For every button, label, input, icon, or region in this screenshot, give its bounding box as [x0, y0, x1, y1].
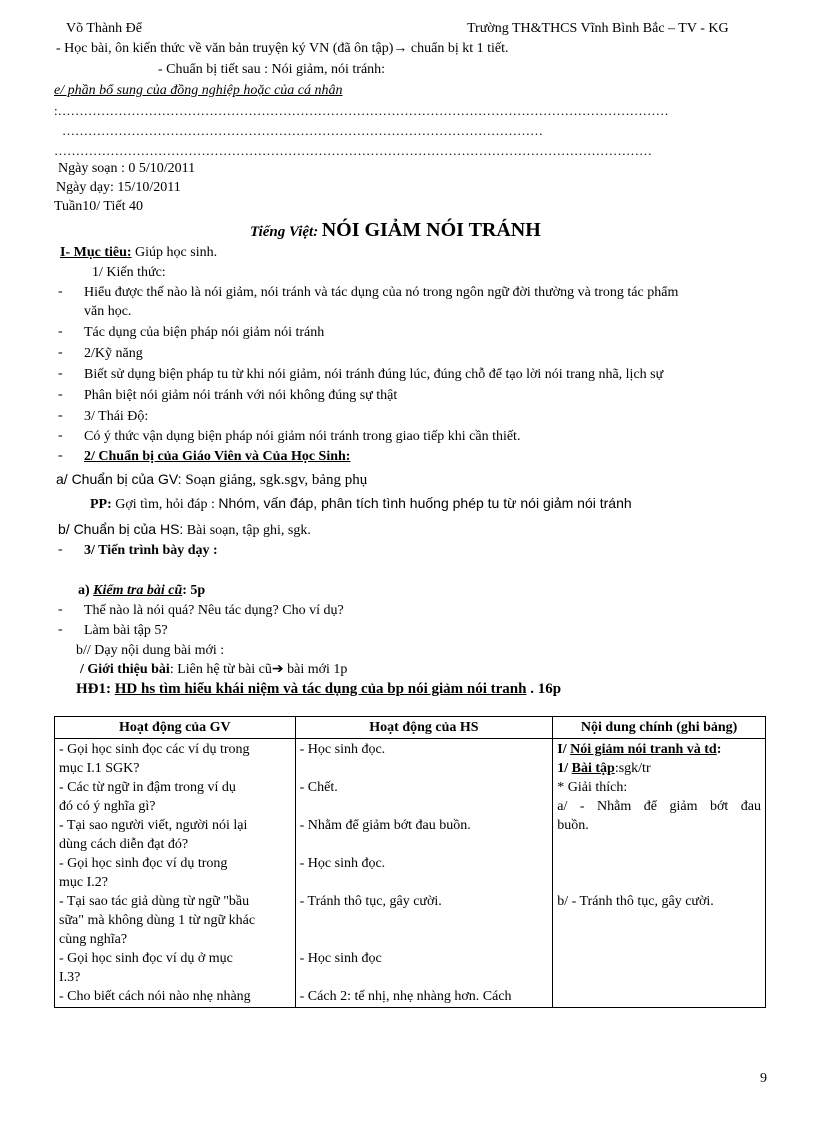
gv-column [55, 739, 296, 1008]
bullet-dash: - [58, 428, 63, 443]
lesson-title [250, 217, 541, 246]
nd-bt-rest: :sgk/tr [614, 761, 651, 776]
gv-line: - Tại sao người viết, người nói lại [59, 818, 248, 833]
check-question-1: Thế nào là nói quá? Nêu tác dụng? Cho ví dụ? [84, 603, 344, 618]
hd1-line [76, 680, 561, 698]
bullet-dash: - [58, 408, 63, 423]
prep-pp-text1: Gợi tìm, hỏi đáp : [111, 497, 219, 512]
objectives-rest: Giúp học sinh. [131, 245, 218, 260]
intro-end: bài mới 1p [283, 662, 348, 677]
hs-column [295, 739, 553, 1008]
gv-line: dùng cách diễn đạt đó? [59, 837, 189, 852]
check-rest: : 5p [182, 583, 206, 598]
bullet-dash: - [58, 622, 63, 637]
prep-pp-text2: Nhóm, vấn đáp, phân tích tình huống phép tu từ nói giảm nói tránh [218, 495, 632, 511]
dotted-line-1: :…………………………………………………………………………………………………………………………… [54, 103, 669, 118]
check-label: Kiểm tra bài cũ [93, 583, 183, 598]
hs-line: - Tránh thô tục, gây cười. [299, 894, 442, 909]
prep-pp [90, 494, 632, 514]
prep-pp-label: PP: [90, 497, 112, 512]
hd1-end: . 16p [526, 681, 562, 697]
objective-item-6: 3/ Thái Độ: [84, 409, 149, 424]
gv-line: mục I.1 SGK? [59, 761, 140, 776]
nd-column [553, 739, 766, 1008]
check-prefix: a) [78, 583, 94, 598]
gv-line: - Các từ ngữ in đậm trong ví dụ [59, 780, 236, 795]
gv-line: sữa" mà không dùng 1 từ ngữ khác [59, 913, 256, 928]
gv-line: cùng nghĩa? [59, 932, 128, 947]
prep-gv [56, 470, 367, 489]
gv-line: I.3? [59, 970, 81, 985]
nd-a1: a/ - Nhằm để giảm bớt đau [557, 799, 761, 814]
intro-line [80, 661, 347, 679]
prep-hs-text: Bài soạn, tập ghi, sgk. [183, 523, 311, 538]
objectives-label: I- Mục tiêu: [60, 245, 132, 260]
prep-gv-label: a/ Chuẩn bị của GV: [56, 471, 182, 487]
bullet-dash: - [58, 366, 63, 381]
hs-line: - Học sinh đọc. [299, 742, 386, 757]
objective-item-1b: văn học. [84, 304, 132, 319]
nd-title-prefix: I/ [557, 742, 571, 757]
gv-line: - Gọi học sinh đọc các ví dụ trong [59, 742, 250, 757]
gv-line: đó có ý nghĩa gì? [59, 799, 156, 814]
prev-line-1: - Học bài, ôn kiến thức về văn bản truyện ký VN (đã ôn tập)→ chuẩn bị kt 1 tiết. [56, 41, 509, 56]
header-hs: Hoạt động của HS [295, 717, 553, 739]
bullet-dash: - [58, 284, 63, 299]
tuan-tiet: Tuần10/ Tiết 40 [54, 199, 143, 214]
new-lesson: b// Dạy nội dung bài mới : [76, 643, 225, 658]
objectives-heading [60, 244, 217, 262]
header-nd: Nội dung chính (ghi bảng) [553, 717, 766, 739]
gv-line: - Cho biết cách nói nào nhẹ nhàng [59, 989, 251, 1004]
dotted-line-2: ………………………………………………………………………………………………… [62, 123, 543, 138]
bullet-dash: - [58, 448, 63, 463]
prep-gv-text: Soạn giảng, sgk.sgv, bảng phụ [181, 472, 368, 488]
hs-line: - Học sinh đọc. [299, 856, 386, 871]
header-gv: Hoạt động của GV [55, 717, 296, 739]
table-header-row [55, 717, 766, 739]
author-name: Võ Thành Để [66, 21, 142, 36]
ngay-day: Ngày dạy: 15/10/2011 [56, 180, 181, 195]
bullet-dash: - [58, 345, 63, 360]
gv-line: - Gọi học sinh đọc ví dụ ở mục [59, 951, 233, 966]
nd-title-text: Nói giảm nói tranh và td [570, 742, 717, 757]
hs-line: - Chết. [299, 780, 338, 795]
page-number: 9 [760, 1071, 767, 1086]
bullet-dash: - [58, 387, 63, 402]
nd-b: b/ - Tránh thô tục, gây cười. [557, 894, 714, 909]
objective-item-5: Phân biệt nói giảm nói tránh với nói không đúng sự thật [84, 388, 398, 403]
objective-item-7: Có ý thức vận dụng biện pháp nói giảm nói tránh trong giao tiếp khi cần thiết. [84, 429, 521, 444]
nd-title-end: : [716, 742, 722, 757]
objective-item-4: Biết sử dụng biện pháp tu từ khi nói giảm, nói tránh đúng lúc, đúng chỗ để tạo lời nói trang nhã, lịch sự [84, 367, 664, 382]
bullet-dash: - [58, 542, 63, 557]
prep-hs-label: b/ Chuẩn bị của HS: [58, 521, 184, 537]
gv-line: mục I.2? [59, 875, 108, 890]
supplement-heading: e/ phần bổ sung của đồng nghiệp hoặc của cá nhân [54, 83, 343, 98]
nd-bt-prefix: 1/ [557, 761, 572, 776]
table-row [55, 739, 766, 1008]
nd-baitap [557, 759, 761, 778]
process-heading: 3/ Tiến trình bày dạy : [84, 543, 218, 558]
intro-label: / Giới thiệu bài [80, 662, 170, 677]
hs-line: - Nhằm để giảm bớt đau buồn. [299, 818, 471, 833]
dotted-line-3: ………………………………………………………………………………………………………………………… [54, 143, 652, 158]
check-question-2: Làm bài tập 5? [84, 623, 168, 638]
objective-item-3: 2/Kỹ năng [84, 346, 143, 361]
hs-line: - Học sinh đọc [299, 951, 382, 966]
title-main: NÓI GIẢM NÓI TRÁNH [321, 219, 541, 241]
title-prefix: Tiếng Việt: [250, 224, 319, 240]
kien-thuc-heading: 1/ Kiến thức: [92, 265, 166, 280]
prep-hs [58, 520, 311, 540]
objective-item-2: Tác dụng của biện pháp nói giảm nói tránh [84, 325, 325, 340]
intro-text: : Liên hệ từ bài cũ [169, 662, 272, 677]
nd-giaithich: * Giải thích: [557, 780, 628, 795]
nd-title [557, 740, 761, 759]
activity-table [54, 716, 766, 1008]
nd-bt-label: Bài tập [571, 761, 615, 776]
bullet-dash: - [58, 324, 63, 339]
gv-line: - Gọi học sinh đọc ví dụ trong [59, 856, 228, 871]
hd1-label: HĐ1: [76, 681, 115, 697]
school-name: Trường TH&THCS Vĩnh Bình Bắc – TV - KG [467, 21, 729, 36]
prev-line-2: - Chuẩn bị tiết sau : Nói giảm, nói tránh: [158, 62, 386, 77]
nd-a2: buồn. [557, 818, 589, 833]
bullet-dash: - [58, 602, 63, 617]
ngay-soan: Ngày soạn : 0 5/10/2011 [58, 161, 196, 176]
check-heading [78, 582, 205, 600]
hs-line: - Cách 2: tế nhị, nhẹ nhàng hơn. Cách [299, 989, 512, 1004]
objective-item-1: Hiểu được thế nào là nói giảm, nói tránh và tác dụng của nó trong ngôn ngữ đời thường và trong tác phẩm [84, 285, 679, 300]
prep-heading: 2/ Chuẩn bị của Giáo Viên và Của Học Sinh: [84, 449, 351, 464]
gv-line: - Tại sao tác giả dùng từ ngữ "bầu [59, 894, 250, 909]
hd1-text: HD hs tìm hiểu khái niệm và tác dụng của bp nói giảm nói tranh [114, 681, 527, 697]
arrow-icon: ➔ [271, 662, 284, 677]
